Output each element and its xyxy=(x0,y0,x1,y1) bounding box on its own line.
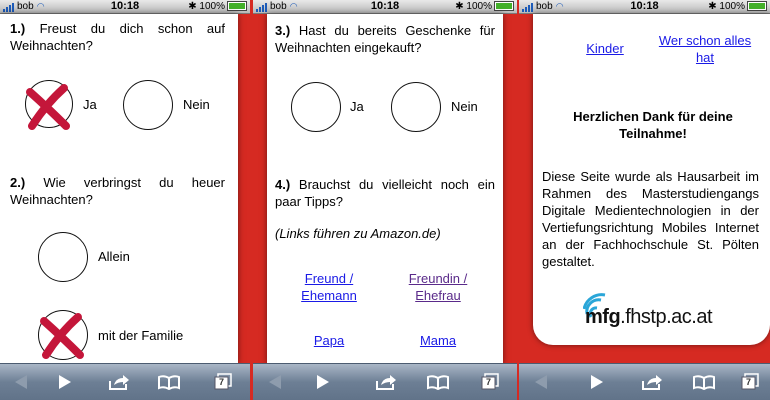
question-text: Brauchst du vielleicht noch ein paar Tipps? xyxy=(275,177,495,209)
question-number: 2.) xyxy=(10,175,26,190)
forward-button[interactable] xyxy=(575,364,619,400)
battery-icon xyxy=(227,1,247,11)
bluetooth-icon: ✱ xyxy=(188,1,200,12)
link-mama[interactable]: Mama xyxy=(419,333,457,348)
back-button[interactable] xyxy=(253,364,297,400)
forward-arrow-icon xyxy=(316,374,330,390)
forward-arrow-icon xyxy=(58,374,72,390)
back-arrow-icon xyxy=(268,374,282,390)
tabs-count: 7 xyxy=(746,377,752,387)
thanks-heading: Herzlichen Dank für deine Teilnahme! xyxy=(573,109,733,141)
forward-arrow-icon xyxy=(590,374,604,390)
question-number: 4.) xyxy=(275,177,291,192)
amazon-note: (Links führen zu Amazon.de) xyxy=(275,226,441,241)
option-ja-label: Ja xyxy=(350,99,364,114)
logo-rest: .fhstp.ac.at xyxy=(620,306,713,328)
share-button[interactable] xyxy=(363,364,409,400)
link-kinder[interactable]: Kinder xyxy=(586,41,624,56)
back-button[interactable] xyxy=(519,364,563,400)
option-nein-radio[interactable] xyxy=(391,82,441,132)
share-icon xyxy=(375,373,397,391)
share-button[interactable] xyxy=(96,364,142,400)
battery-percent: 100% xyxy=(466,1,492,12)
bookmarks-icon xyxy=(157,374,181,390)
tabs-button[interactable] xyxy=(731,364,769,400)
share-button[interactable] xyxy=(629,364,675,400)
share-icon xyxy=(641,373,663,391)
forward-button[interactable] xyxy=(301,364,345,400)
question-4 xyxy=(275,176,495,210)
wifi-icon: ◠ xyxy=(555,1,564,11)
tabs-button[interactable] xyxy=(467,364,513,400)
back-arrow-icon xyxy=(14,374,28,390)
back-arrow-icon xyxy=(534,374,548,390)
option-nein-label: Nein xyxy=(451,99,478,114)
status-time: 10:18 xyxy=(370,0,400,12)
status-time: 10:18 xyxy=(630,0,659,12)
option-allein-radio[interactable] xyxy=(38,232,88,282)
tabs-button[interactable] xyxy=(200,364,246,400)
question-text: Wie verbringst du heuer Weihnachten? xyxy=(10,175,225,207)
option-allein-label: Allein xyxy=(98,249,130,264)
survey-page xyxy=(0,14,238,364)
carrier-name: bob xyxy=(270,1,287,12)
bookmarks-button[interactable] xyxy=(415,364,461,400)
option-nein-label: Nein xyxy=(183,97,210,112)
bookmarks-button[interactable] xyxy=(681,364,727,400)
question-2 xyxy=(10,174,225,208)
status-bar xyxy=(519,0,770,14)
link-wer-schon-alles-hat[interactable]: Wer schon alles hat xyxy=(658,33,752,65)
battery-percent: 100% xyxy=(719,1,745,12)
question-text: Freust du dich schon auf Weihnachten? xyxy=(10,21,225,53)
bookmarks-button[interactable] xyxy=(146,364,192,400)
carrier-name: bob xyxy=(536,1,553,12)
info-text: Diese Seite wurde als Hausarbeit im Rahmen des Masterstudiengangs Digitale Medientechnologien in der Vertiefungsrichtung Mobiles Internet an der Fachhochschule St. Pölten gestaltet. xyxy=(542,169,759,269)
phone-screen-3 xyxy=(519,0,770,400)
link-papa[interactable]: Papa xyxy=(313,333,345,348)
status-bar xyxy=(253,0,517,14)
option-familie-label: mit der Familie xyxy=(98,328,184,343)
option-nein-radio[interactable] xyxy=(123,80,173,130)
phone-screen-1 xyxy=(0,0,250,400)
bluetooth-icon: ✱ xyxy=(455,1,467,12)
question-number: 1.) xyxy=(10,21,26,36)
browser-toolbar xyxy=(253,363,517,400)
bookmarks-icon xyxy=(426,374,450,390)
wifi-icon: ◠ xyxy=(36,1,45,11)
battery-icon xyxy=(747,1,767,11)
red-x-check-icon xyxy=(22,82,74,132)
bluetooth-icon: ✱ xyxy=(708,1,720,12)
logo-bold: mfg xyxy=(585,306,621,328)
question-text: Hast du bereits Geschenke für Weihnachten eingekauft? xyxy=(275,23,495,55)
option-ja-radio[interactable] xyxy=(291,82,341,132)
survey-page xyxy=(533,14,770,345)
link-freundin-ehefrau[interactable]: Freundin / Ehefrau xyxy=(408,271,468,303)
tabs-count: 7 xyxy=(219,377,225,387)
back-button[interactable] xyxy=(0,364,42,400)
status-bar xyxy=(0,0,250,14)
battery-icon xyxy=(494,1,514,11)
bookmarks-icon xyxy=(692,374,716,390)
tabs-count: 7 xyxy=(486,377,492,387)
carrier-name: bob xyxy=(17,1,34,12)
wifi-icon: ◠ xyxy=(289,1,298,11)
status-time: 10:18 xyxy=(110,0,140,12)
option-ja-label: Ja xyxy=(83,97,97,112)
question-number: 3.) xyxy=(275,23,291,38)
share-icon xyxy=(108,373,130,391)
battery-percent: 100% xyxy=(199,1,225,12)
mfg-logo[interactable] xyxy=(583,292,763,332)
browser-toolbar xyxy=(519,363,770,400)
survey-page xyxy=(267,14,503,364)
red-x-check-icon xyxy=(36,311,88,361)
phone-screen-2 xyxy=(253,0,517,400)
link-freund-ehemann[interactable]: Freund / Ehemann xyxy=(301,271,357,303)
forward-button[interactable] xyxy=(44,364,86,400)
browser-toolbar xyxy=(0,363,250,400)
question-1 xyxy=(10,20,225,54)
question-3 xyxy=(275,22,495,56)
